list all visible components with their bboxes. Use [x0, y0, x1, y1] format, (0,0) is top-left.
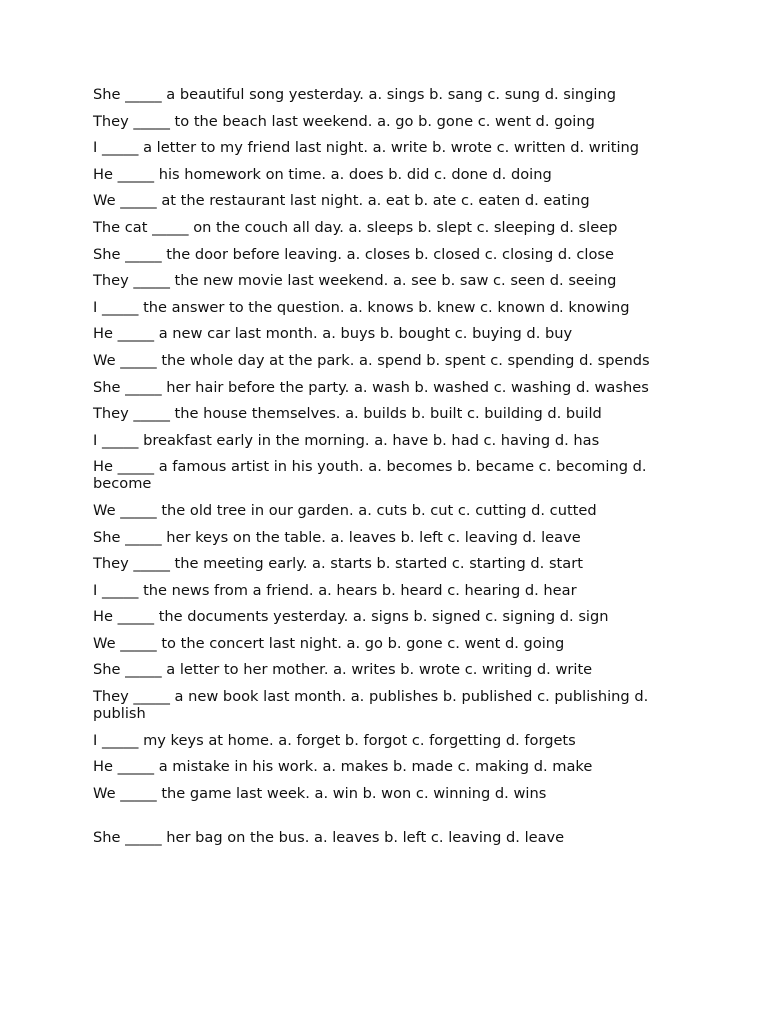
question-24: I _____ my keys at home. a. forget b. forgot c. forgetting d. forgets	[93, 731, 576, 749]
question-18: They _____ the meeting early. a. starts b. started c. starting d. start	[93, 555, 583, 573]
question-10: He _____ a new car last month. a. buys b. bought c. buying d. buy	[93, 325, 573, 343]
question-27: She _____ her bag on the bus. a. leaves b. left c. leaving d. leave	[93, 828, 565, 846]
question-8: They _____ the new movie last weekend. a. see b. saw c. seen d. seeing	[93, 272, 617, 290]
question-5: We _____ at the restaurant last night. a. eat b. ate c. eaten d. eating	[93, 192, 590, 210]
question-15: He _____ a famous artist in his youth. a. becomes b. became c. becoming d. become	[93, 458, 647, 493]
question-1: She _____ a beautiful song yesterday. a. sings b. sang c. sung d. singing	[93, 86, 616, 103]
question-14: I _____ breakfast early in the morning. a. have b. had c. having d. has	[93, 431, 600, 449]
question-25: He _____ a mistake in his work. a. makes b. made c. making d. make	[93, 758, 593, 776]
question-19: I _____ the news from a friend. a. hears b. heard c. hearing d. hear	[93, 581, 577, 599]
question-11: We _____ the whole day at the park. a. spend b. spent c. spending d. spends	[93, 351, 650, 369]
question-6: The cat _____ on the couch all day. a. sleeps b. slept c. sleeping d. sleep	[93, 218, 618, 236]
question-17: She _____ her keys on the table. a. leaves b. left c. leaving d. leave	[93, 528, 581, 546]
question-16: We _____ the old tree in our garden. a. cuts b. cut c. cutting d. cutted	[93, 501, 597, 519]
question-12: She _____ her hair before the party. a. wash b. washed c. washing d. washes	[93, 378, 649, 396]
question-9: I _____ the answer to the question. a. knows b. knew c. known d. knowing	[93, 298, 630, 316]
question-26: We _____ the game last week. a. win b. won c. winning d. wins	[93, 784, 547, 802]
worksheet	[93, 86, 673, 855]
question-21: We _____ to the concert last night. a. go b. gone c. went d. going	[93, 634, 565, 652]
question-3: I _____ a letter to my friend last night. a. write b. wrote c. written d. writing	[93, 139, 640, 157]
question-4: He _____ his homework on time. a. does b. did c. done d. doing	[93, 165, 552, 183]
question-22: She _____ a letter to her mother. a. writes b. wrote c. writing d. write	[93, 661, 593, 679]
question-20: He _____ the documents yesterday. a. signs b. signed c. signing d. sign	[93, 608, 609, 626]
question-2: They _____ to the beach last weekend. a. go b. gone c. went d. going	[93, 112, 595, 130]
question-7: She _____ the door before leaving. a. closes b. closed c. closing d. close	[93, 245, 614, 263]
question-23: They _____ a new book last month. a. publishes b. published c. publishing d. publish	[93, 688, 649, 723]
question-13: They _____ the house themselves. a. builds b. built c. building d. build	[93, 405, 602, 423]
